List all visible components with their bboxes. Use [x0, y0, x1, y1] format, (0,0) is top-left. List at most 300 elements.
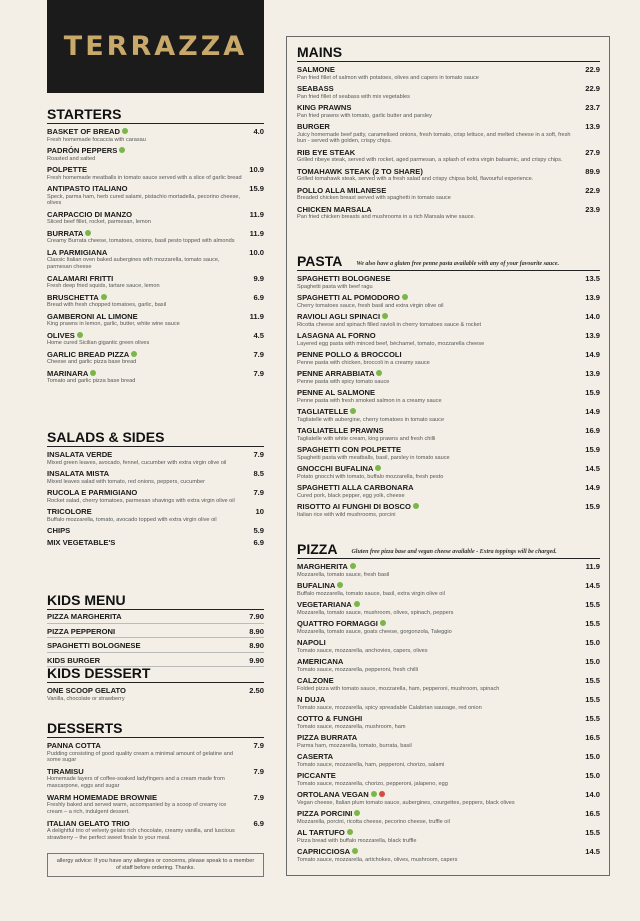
- item-description: Sliced beef fillet, rocket, parmesan, lemon: [47, 219, 151, 226]
- menu-item: [47, 627, 264, 639]
- desserts-section: [47, 720, 264, 845]
- item-price: 4.0: [253, 127, 264, 136]
- menu-item: [297, 483, 600, 499]
- menu-item: [297, 407, 600, 423]
- vegetarian-icon: [122, 128, 128, 134]
- item-name: TAGLIATELLE PRAWNS: [297, 426, 384, 435]
- item-name: SPAGHETTI CON POLPETTE: [297, 445, 402, 454]
- item-price: 16.5: [585, 809, 600, 818]
- menu-item: [297, 695, 600, 711]
- item-price: 10: [255, 507, 264, 516]
- item-price: 15.9: [249, 184, 264, 193]
- menu-item: [47, 641, 264, 653]
- item-description: Home cured Sicilian gigantic green olives: [47, 340, 150, 347]
- item-description: Folded pizza with tomato sauce, mozzarella, ham, pepperoni, mushroom, spinach: [297, 685, 500, 692]
- item-name: PENNE POLLO & BROCCOLI: [297, 350, 402, 359]
- menu-item: [297, 714, 600, 730]
- section-note: Gluten free pizza base and vegan cheese available - Extra toppings will be charged.: [351, 549, 557, 555]
- item-name: CARPACCIO DI MANZO: [47, 209, 133, 219]
- item-price: 7.9: [253, 349, 264, 359]
- item-price: 14.0: [585, 312, 600, 321]
- menu-item: [47, 741, 264, 764]
- item-name: SPAGHETTI AL POMODORO: [297, 293, 400, 302]
- menu-item: [47, 686, 264, 702]
- item-name: BUFALINA: [297, 581, 336, 590]
- item-price: 11.9: [249, 311, 264, 321]
- section-title: MAINS: [297, 44, 343, 60]
- menu-item: [47, 293, 264, 309]
- section-note: We also have a gluten free penne pasta available with any of your favourite sauce.: [356, 261, 560, 267]
- brand-logo: [47, 0, 264, 93]
- item-price: 7.9: [253, 766, 264, 776]
- menu-item: [47, 127, 264, 143]
- vegetarian-icon: [350, 563, 356, 569]
- item-description: Pan fried fillet of seabass with mix vegetables: [297, 93, 410, 100]
- item-name: SPAGHETTI BOLOGNESE: [297, 274, 391, 283]
- vegetarian-icon: [382, 313, 388, 319]
- vegetarian-icon: [354, 810, 360, 816]
- item-name: KING PRAWNS: [297, 103, 352, 112]
- item-name: GAMBERONI AL LIMONE: [47, 311, 138, 321]
- section-heading: [47, 592, 264, 610]
- item-description: Tagliatelle with aubergine, cherry tomatoes in tomato sauce: [297, 416, 445, 423]
- section-title: STARTERS: [47, 106, 122, 122]
- item-description: Fresh homemade meatballs in tomato sauce served with a slice of garlic bread: [47, 174, 242, 181]
- item-price: 6.9: [253, 292, 264, 302]
- menu-item: [297, 312, 600, 328]
- item-description: Breaded chicken breast served with spaghetti in tomato sauce: [297, 195, 451, 202]
- item-name: COTTO & FUNGHI: [297, 714, 363, 723]
- item-description: Tomato sauce, mozzarella, mushroom, ham: [297, 723, 406, 730]
- item-name: PENNE ARRABBIATA: [297, 369, 375, 378]
- item-price: 11.9: [249, 209, 264, 219]
- item-price: 7.9: [253, 488, 264, 497]
- item-name: POLPETTE: [47, 165, 88, 174]
- item-price: 15.0: [585, 638, 600, 647]
- item-name: POLLO ALLA MILANESE: [297, 185, 387, 195]
- menu-item: [297, 103, 600, 119]
- item-name: MIX VEGETABLE'S: [47, 537, 116, 547]
- item-name: SALMONE: [297, 65, 335, 74]
- item-name: PIZZA BURRATA: [297, 733, 358, 742]
- menu-item: [297, 331, 600, 347]
- item-name: BURRATA: [47, 228, 84, 238]
- item-description: Speck, parma ham, herb cured salami, pistachio mortadella, pecorino cheese, olives: [47, 193, 241, 207]
- menu-item: [47, 184, 264, 207]
- item-price: 15.5: [585, 828, 600, 837]
- item-description: Penne pasta with fresh smoked salmon in a creamy sauce: [297, 397, 442, 404]
- item-name: WARM HOMEMADE BROWNIE: [47, 792, 158, 802]
- item-name: BURGER: [297, 122, 330, 131]
- item-price: 13.5: [585, 274, 600, 283]
- section-title: KIDS DESSERT: [47, 665, 151, 681]
- menu-item: [47, 369, 264, 385]
- item-description: Homemade layers of coffee-soaked ladyfingers and a cream made from mascarpone, eggs and sugar: [47, 776, 225, 790]
- item-description: Tagliatelle with white cream, king prawns and fresh chilli: [297, 435, 436, 442]
- item-name: SPAGHETTI ALLA CARBONARA: [297, 483, 414, 492]
- item-price: 14.5: [585, 581, 600, 590]
- item-description: Grilled ribeye steak, served with rocket, aged parmesan, a splash of extra virgin balsamic, and crispy chips.: [297, 157, 563, 164]
- section-heading: [47, 106, 264, 124]
- item-name: SEABASS: [297, 84, 334, 93]
- item-price: 4.5: [253, 330, 264, 340]
- menu-item: [297, 464, 600, 480]
- menu-item: [297, 619, 600, 635]
- item-description: Tomato sauce, mozzarella, artichokes, olives, mushroom, capers: [297, 856, 458, 863]
- item-description: A delightful trio of velvety gelato rich chocolate, creamy vanilla, and luscious strawberry – the perfect sweet finale to your meal.: [47, 828, 235, 842]
- menu-item: [297, 445, 600, 461]
- item-description: Tomato sauce, mozzarella, ham, pepperoni, chorizo, salami: [297, 761, 445, 768]
- menu-item: [297, 676, 600, 692]
- item-name: MARGHERITA: [297, 562, 348, 571]
- item-price: 5.9: [253, 526, 264, 535]
- menu-item: [47, 146, 264, 162]
- menu-item: [297, 426, 600, 442]
- item-price: 7.9: [253, 450, 264, 459]
- section-title: PASTA: [297, 253, 343, 269]
- item-price: 14.9: [585, 407, 600, 416]
- item-description: Potato gnocchi with tomato, buffalo mozzarella, fresh pesto: [297, 473, 444, 480]
- vegetarian-icon: [77, 332, 83, 338]
- item-price: 15.5: [585, 619, 600, 628]
- item-description: Pudding consisting of good quality cream a minimal amount of gelatine and some sugar: [47, 750, 233, 764]
- item-description: Juicy homemade beef patty, caramelised onions, fresh tomato, crisp lettuce, and melted cheese in a soft, fresh bun - served with golden, crispy chips.: [297, 131, 571, 145]
- item-description: Rocket salad, cherry tomatoes, parmesan shavings with extra virgin olive oil: [47, 497, 235, 504]
- item-name: CAPRICCIOSA: [297, 847, 351, 856]
- item-name: N DUJA: [297, 695, 326, 704]
- section-heading: [297, 44, 600, 62]
- item-price: 22.9: [585, 84, 600, 93]
- item-description: Tomato sauce, mozzarella, chorizo, pepperoni, jalapeno, egg: [297, 780, 448, 787]
- menu-item: [297, 122, 600, 145]
- item-name: TIRAMISU: [47, 766, 84, 776]
- item-price: 9.9: [253, 273, 264, 283]
- item-description: Pan fried chicken breasts and mushrooms in a rich Marsala wine sauce.: [297, 214, 476, 221]
- vegan-icon: [379, 791, 385, 797]
- item-description: Vegan cheese, Italian plum tomato sauce, aubergines, courgettes, peppers, black olives: [297, 799, 515, 806]
- allergy-notice: allergy advice: If you have any allergies or concerns, please speak to a member of staff before ordering. Thanks.: [47, 853, 264, 877]
- item-price: 15.9: [585, 502, 600, 511]
- item-description: Cherry tomatoes sauce, fresh basil and extra virgin olive oil: [297, 302, 444, 309]
- menu-item: [47, 793, 264, 816]
- item-name: MARINARA: [47, 368, 89, 378]
- item-name: PIZZA PORCINI: [297, 809, 353, 818]
- item-price: 7.9: [253, 741, 264, 750]
- vegetarian-icon: [85, 230, 91, 236]
- item-name: KIDS BURGER: [47, 655, 101, 665]
- section-heading: [47, 665, 264, 683]
- menu-item: [47, 248, 264, 271]
- item-name: TRICOLORE: [47, 507, 92, 516]
- item-price: 15.5: [585, 676, 600, 685]
- item-name: INSALATA MISTA: [47, 469, 110, 478]
- menu-item: [47, 507, 264, 523]
- section-title: DESSERTS: [47, 720, 123, 736]
- item-name: PENNE AL SALMONE: [297, 388, 376, 397]
- item-price: 8.90: [249, 641, 264, 650]
- menu-item: [297, 186, 600, 202]
- item-name: ITALIAN GELATO TRIO: [47, 818, 130, 828]
- menu-item: [47, 210, 264, 226]
- item-description: Parma ham, mozzarella, tomato, burrata, basil: [297, 742, 412, 749]
- item-name: TOMAHAWK STEAK (2 TO SHARE): [297, 166, 423, 176]
- item-name: ORTOLANA VEGAN: [297, 790, 369, 799]
- item-name: CALAMARI FRITTI: [47, 273, 114, 283]
- item-name: PICCANTE: [297, 771, 336, 780]
- item-price: 23.7: [585, 103, 600, 112]
- item-name: VEGETARIANA: [297, 600, 352, 609]
- item-name: PADRÓN PEPPERS: [47, 146, 118, 155]
- section-title: KIDS MENU: [47, 592, 126, 608]
- item-description: Vanilla, chocolate or strawberry: [47, 695, 125, 702]
- item-price: 15.0: [585, 752, 600, 761]
- menu-item: [297, 790, 600, 806]
- item-description: Grilled tomahawk steak, served with a fresh salad and crispy chipsa bold, flavourful experience.: [297, 176, 534, 183]
- item-price: 7.9: [253, 792, 264, 802]
- item-name: RIB EYE STEAK: [297, 147, 356, 157]
- menu-item: [297, 350, 600, 366]
- item-price: 15.5: [585, 600, 600, 609]
- item-price: 14.5: [585, 464, 600, 473]
- menu-item: [297, 600, 600, 616]
- vegetarian-icon: [352, 848, 358, 854]
- item-price: 9.90: [249, 655, 264, 665]
- item-name: CALZONE: [297, 676, 334, 685]
- vegetarian-icon: [347, 829, 353, 835]
- item-description: Mixed leaves salad with tomato, red onions, peppers, cucumber: [47, 478, 205, 485]
- item-price: 11.9: [249, 228, 264, 238]
- vegetarian-icon: [90, 370, 96, 376]
- item-description: Tomato sauce, mozzarella, spicy spreadable Calabrian sausage, red onion: [297, 704, 482, 711]
- item-price: 15.5: [585, 714, 600, 723]
- item-price: 16.5: [585, 733, 600, 742]
- item-description: Bread with fresh chopped tomatoes, garlic, basil: [47, 302, 167, 309]
- item-description: Mozzarella, porcini, ricotta cheese, pecorino cheese, truffle oil: [297, 818, 450, 825]
- menu-item: [297, 638, 600, 654]
- item-name: RUCOLA E PARMIGIANO: [47, 488, 138, 497]
- item-description: Penne pasta with chicken, broccoli in a creamy sauce: [297, 359, 430, 366]
- item-price: 14.0: [585, 790, 600, 799]
- menu-item: [47, 612, 264, 624]
- item-description: Pan fried prawns with tomato, garlic butter and parsley: [297, 112, 432, 119]
- item-description: Mixed green leaves, avocado, fennel, cucumber with extra virgin olive oil: [47, 459, 227, 466]
- item-description: Ricotta cheese and spinach filled ravioli in cherry tomatoes sauce & rocket: [297, 321, 482, 328]
- item-description: Cured pork, black pepper, egg yolk, cheese: [297, 492, 405, 499]
- vegetarian-icon: [101, 294, 107, 300]
- item-name: NAPOLI: [297, 638, 326, 647]
- vegetarian-icon: [402, 294, 408, 300]
- vegetarian-icon: [337, 582, 343, 588]
- item-price: 27.9: [585, 147, 600, 157]
- salads-section: [47, 429, 264, 549]
- item-description: King prawns in lemon, garlic, butter, white wine sauce: [47, 321, 180, 328]
- item-name: PIZZA PEPPERONI: [47, 626, 116, 636]
- item-name: GARLIC BREAD PIZZA: [47, 349, 130, 359]
- item-price: 13.9: [585, 331, 600, 340]
- menu-item: [47, 767, 264, 790]
- vegetarian-icon: [375, 465, 381, 471]
- item-name: ONE SCOOP GELATO: [47, 686, 126, 695]
- kids-menu-section: [47, 592, 264, 670]
- vegetarian-icon: [380, 620, 386, 626]
- item-description: Mozzarella, tomato sauce, goats cheese, gorgonzola, Taleggio: [297, 628, 452, 635]
- menu-item: [297, 148, 600, 164]
- item-price: 13.9: [585, 293, 600, 302]
- item-description: Tomato and garlic pizza base bread: [47, 378, 136, 385]
- item-description: Pan fried fillet of salmon with potatoes, olives and capers in tomato sauce: [297, 74, 479, 81]
- item-price: 7.9: [253, 368, 264, 378]
- menu-item: [297, 809, 600, 825]
- menu-item: [297, 293, 600, 309]
- item-price: 11.9: [585, 562, 600, 571]
- item-name: SPAGHETTI BOLOGNESE: [47, 641, 141, 650]
- section-heading: [47, 720, 264, 738]
- item-price: 22.9: [585, 185, 600, 195]
- menu-item: [47, 274, 264, 290]
- menu-item: [47, 450, 264, 466]
- menu-item: [47, 312, 264, 328]
- menu-item: [297, 388, 600, 404]
- item-description: Spaghetti pasta with meatballs, basil, parsley in tomato sauce: [297, 454, 450, 461]
- item-price: 15.0: [585, 771, 600, 780]
- item-description: Mozzarella, tomato sauce, fresh basil: [297, 571, 390, 578]
- vegetarian-icon: [376, 370, 382, 376]
- vegetarian-icon: [131, 351, 137, 357]
- item-description: Fresh homemade focaccia with carasau: [47, 136, 146, 143]
- menu-item: [297, 847, 600, 863]
- item-description: Cheese and garlic pizza base bread: [47, 359, 137, 366]
- item-price: 7.90: [249, 612, 264, 621]
- vegetarian-icon: [371, 791, 377, 797]
- item-name: OLIVES: [47, 330, 75, 340]
- section-heading: [297, 541, 600, 559]
- pasta-section: [297, 253, 600, 521]
- item-description: Tomato sauce, mozzarella, pepperoni, fresh chilli: [297, 666, 418, 673]
- item-name: BRUSCHETTA: [47, 292, 99, 302]
- item-description: Layered egg pasta with minced beef, béchamel, tomato, mozzarella cheese: [297, 340, 485, 347]
- item-name: TAGLIATELLE: [297, 407, 349, 416]
- menu-item: [47, 488, 264, 504]
- item-name: CHICKEN MARSALA: [297, 204, 372, 214]
- item-name: ANTIPASTO ITALIANO: [47, 184, 128, 193]
- item-price: 14.5: [585, 847, 600, 856]
- menu-item: [297, 502, 600, 518]
- vegetarian-icon: [119, 147, 125, 153]
- menu-item: [297, 733, 600, 749]
- menu-item: [47, 165, 264, 181]
- pizza-section: [297, 541, 600, 866]
- item-price: 14.9: [585, 483, 600, 492]
- item-price: 8.5: [253, 469, 264, 478]
- kids-dessert-section: [47, 665, 264, 705]
- menu-item: [297, 84, 600, 100]
- item-name: INSALATA VERDE: [47, 450, 113, 459]
- item-name: CASERTA: [297, 752, 334, 761]
- item-name: GNOCCHI BUFALINA: [297, 464, 374, 473]
- item-name: QUATTRO FORMAGGI: [297, 619, 378, 628]
- item-price: 10.0: [249, 247, 264, 257]
- item-price: 23.9: [585, 204, 600, 214]
- item-name: LA PARMIGIANA: [47, 247, 108, 257]
- menu-item: [297, 65, 600, 81]
- item-name: AL TARTUFO: [297, 828, 345, 837]
- item-price: 13.9: [585, 122, 600, 131]
- item-price: 14.9: [585, 350, 600, 359]
- item-description: Roasted and salted: [47, 155, 96, 162]
- item-description: Classic Italian oven baked aubergines with mozzarella, tomato sauce, parmesan cheese: [47, 257, 220, 271]
- item-price: 22.9: [585, 65, 600, 74]
- section-title: PIZZA: [297, 541, 338, 557]
- menu-item: [297, 274, 600, 290]
- item-name: AMERICANA: [297, 657, 344, 666]
- menu-item: [47, 469, 264, 485]
- item-price: 89.9: [585, 166, 600, 176]
- item-price: 10.9: [249, 165, 264, 174]
- item-price: 2.50: [249, 686, 264, 695]
- item-description: Buffalo mozzarella, tomato, avocado topped with extra virgin olive oil: [47, 516, 217, 523]
- menu-item: [297, 205, 600, 221]
- mains-section: [297, 44, 600, 224]
- item-name: PANNA COTTA: [47, 741, 101, 750]
- item-name: RAVIOLI AGLI SPINACI: [297, 312, 381, 321]
- vegetarian-icon: [354, 601, 360, 607]
- menu-item: [297, 657, 600, 673]
- item-description: Fresh deep fried squids, tartare sauce, lemon: [47, 283, 160, 290]
- item-description: Creamy Burrata cheese, tomatoes, onions, basil pesto topped with almonds: [47, 238, 235, 245]
- brand-name: TERRAZZA: [63, 31, 248, 62]
- menu-item: [297, 771, 600, 787]
- item-description: Mozzarella, tomato sauce, mushroom, olives, spinach, peppers: [297, 609, 454, 616]
- item-description: Italian rice with wild mushrooms, porcini: [297, 511, 396, 518]
- menu-item: [297, 167, 600, 183]
- item-description: Buffalo mozzarella, tomato sauce, basil, extra virgin olive oil: [297, 590, 445, 597]
- menu-item: [47, 331, 264, 347]
- menu-item: [47, 350, 264, 366]
- menu-item: [47, 538, 264, 548]
- starters-section: [47, 106, 264, 388]
- section-heading: [297, 253, 600, 271]
- vegetarian-icon: [413, 503, 419, 509]
- item-name: BASKET OF BREAD: [47, 127, 120, 136]
- item-description: Penne pasta with spicy tomato sauce: [297, 378, 390, 385]
- menu-item: [47, 526, 264, 536]
- item-price: 8.90: [249, 626, 264, 636]
- item-price: 15.9: [585, 388, 600, 397]
- item-price: 15.5: [585, 695, 600, 704]
- item-price: 15.0: [585, 657, 600, 666]
- menu-item: [297, 369, 600, 385]
- menu-item: [297, 752, 600, 768]
- item-description: Freshly baked and served warm, accompanied by a scoop of creamy ice cream – a rich, indulgent dessert.: [47, 802, 227, 816]
- menu-item: [297, 828, 600, 844]
- section-heading: [47, 429, 264, 447]
- item-price: 15.9: [585, 445, 600, 454]
- item-description: Spaghetti pasta with beef ragu: [297, 283, 373, 290]
- item-price: 6.9: [253, 537, 264, 547]
- vegetarian-icon: [350, 408, 356, 414]
- item-name: CHIPS: [47, 526, 71, 535]
- item-description: Tomato sauce, mozzarella, anchovies, capers, olives: [297, 647, 428, 654]
- item-name: RISOTTO AI FUNGHI DI BOSCO: [297, 502, 411, 511]
- item-description: Pizza bread with buffalo mozzarella, black truffle: [297, 837, 417, 844]
- menu-item: [297, 562, 600, 578]
- item-name: LASAGNA AL FORNO: [297, 331, 376, 340]
- section-title: SALADS & SIDES: [47, 429, 165, 445]
- menu-item: [47, 229, 264, 245]
- menu-item: [297, 581, 600, 597]
- item-price: 6.9: [253, 818, 264, 828]
- item-price: 13.9: [585, 369, 600, 378]
